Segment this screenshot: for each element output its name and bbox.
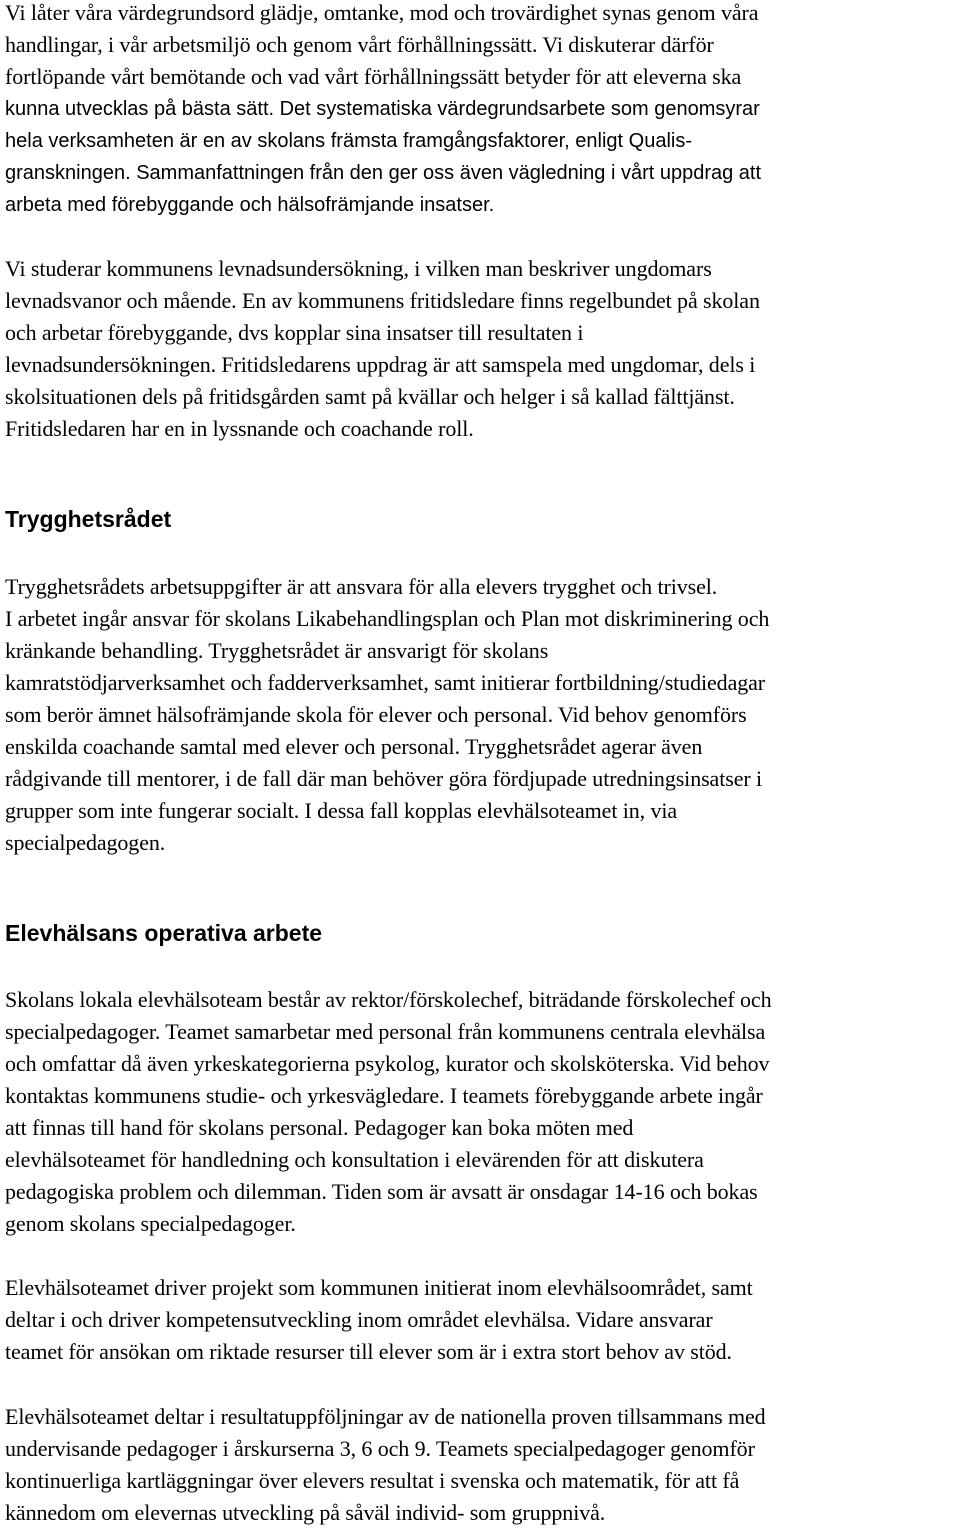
paragraph-resultatuppfoljning xyxy=(5,1401,766,1529)
section-heading-elevhalsan: Elevhälsans operativa arbete xyxy=(5,920,323,946)
text-line: handlingar, i vår arbetsmiljö och genom vårt förhållningssätt. Vi diskuterar därför xyxy=(5,32,714,57)
text-line: fortlöpande vårt bemötande och vad vårt förhållningssätt betyder för att eleverna ska xyxy=(5,64,742,89)
text-line: grupper som inte fungerar socialt. I dessa fall kopplas elevhälsoteamet in, via xyxy=(5,798,678,823)
text-line: kränkande behandling. Trygghetsrådet är ansvarigt för skolans xyxy=(5,638,549,663)
section-heading-trygghetsradet: Trygghetsrådet xyxy=(5,506,172,532)
text-line: levnadsvanor och mående. En av kommunens fritidsledare finns regelbundet på skolan xyxy=(5,288,760,313)
text-line: Vi studerar kommunens levnadsundersökning, i vilken man beskriver ungdomars xyxy=(5,256,712,281)
text-line: Trygghetsrådets arbetsuppgifter är att ansvara för alla elevers trygghet och trivsel. xyxy=(5,574,718,599)
paragraph-trygghetsradet xyxy=(5,571,769,859)
text-line: Skolans lokala elevhälsoteam består av rektor/förskolechef, biträdande förskolechef och xyxy=(5,987,772,1012)
text-line: I arbetet ingår ansvar för skolans Likabehandlingsplan och Plan mot diskriminering och xyxy=(5,606,770,631)
text-line: specialpedagoger. Teamet samarbetar med personal från kommunens centrala elevhälsa xyxy=(5,1019,766,1044)
paragraph-projekt xyxy=(5,1272,753,1368)
text-line: och arbetar förebyggande, dvs kopplar sina insatser till resultaten i xyxy=(5,320,584,345)
text-line: kunna utvecklas på bästa sätt. Det systematiska värdegrundsarbete som genomsyrar xyxy=(5,98,760,120)
text-line: och omfattar då även yrkeskategorierna psykolog, kurator och skolsköterska. Vid behov xyxy=(5,1051,770,1076)
text-line: som berör ämnet hälsofrämjande skola för elever och personal. Vid behov genomförs xyxy=(5,702,747,727)
text-line: kamratstödjarverksamhet och fadderverksamhet, samt initierar fortbildning/studiedagar xyxy=(5,670,766,695)
text-line: genom skolans specialpedagoger. xyxy=(5,1211,296,1236)
paragraph-values xyxy=(5,0,761,221)
text-line: arbeta med förebyggande och hälsofrämjande insatser. xyxy=(5,194,495,216)
text-line: elevhälsoteamet för handledning och konsultation i elevärenden för att diskutera xyxy=(5,1147,704,1172)
text-line: Elevhälsoteamet driver projekt som kommunen initierat inom elevhälsoområdet, samt xyxy=(5,1275,753,1300)
paragraph-levnadsundersokning xyxy=(5,253,760,445)
text-line: Vi låter våra värdegrundsord glädje, omtanke, mod och trovärdighet synas genom våra xyxy=(5,0,759,25)
text-line: granskningen. Sammanfattningen från den ger oss även vägledning i vårt uppdrag att xyxy=(5,162,762,184)
text-line: kontinuerliga kartläggningar över elevers resultat i svenska och matematik, för att få xyxy=(5,1468,740,1493)
text-line: Elevhälsoteamet deltar i resultatuppföljningar av de nationella proven tillsammans med xyxy=(5,1404,766,1429)
text-line: kontaktas kommunens studie- och yrkesvägledare. I teamets förebyggande arbete ingår xyxy=(5,1083,763,1108)
text-line: teamet för ansökan om riktade resurser till elever som är i extra stort behov av stöd. xyxy=(5,1339,732,1364)
text-line: enskilda coachande samtal med elever och personal. Trygghetsrådet agerar även xyxy=(5,734,703,759)
paragraph-elevhalsoteam xyxy=(5,984,772,1240)
text-line: att finnas till hand för skolans personal. Pedagoger kan boka möten med xyxy=(5,1115,634,1140)
text-line: undervisande pedagoger i årskurserna 3, 6 och 9. Teamets specialpedagoger genomför xyxy=(5,1436,755,1461)
text-line: rådgivande till mentorer, i de fall där man behöver göra fördjupade utredningsinsatser i xyxy=(5,766,763,791)
text-line: levnadsundersökningen. Fritidsledarens uppdrag är att samspela med ungdomar, dels i xyxy=(5,352,756,377)
text-line: kännedom om elevernas utveckling på såväl individ- som gruppnivå. xyxy=(5,1500,606,1525)
text-line: Fritidsledaren har en in lyssnande och coachande roll. xyxy=(5,416,474,441)
text-line: deltar i och driver kompetensutveckling inom området elevhälsa. Vidare ansvarar xyxy=(5,1307,713,1332)
text-line: hela verksamheten är en av skolans främsta framgångsfaktorer, enligt Qualis- xyxy=(5,130,692,152)
text-line: skolsituationen dels på fritidsgården samt på kvällar och helger i så kallad fälttjänst. xyxy=(5,384,735,409)
text-line: specialpedagogen. xyxy=(5,830,166,855)
text-line: pedagogiska problem och dilemman. Tiden som är avsatt är onsdagar 14-16 och bokas xyxy=(5,1179,758,1204)
